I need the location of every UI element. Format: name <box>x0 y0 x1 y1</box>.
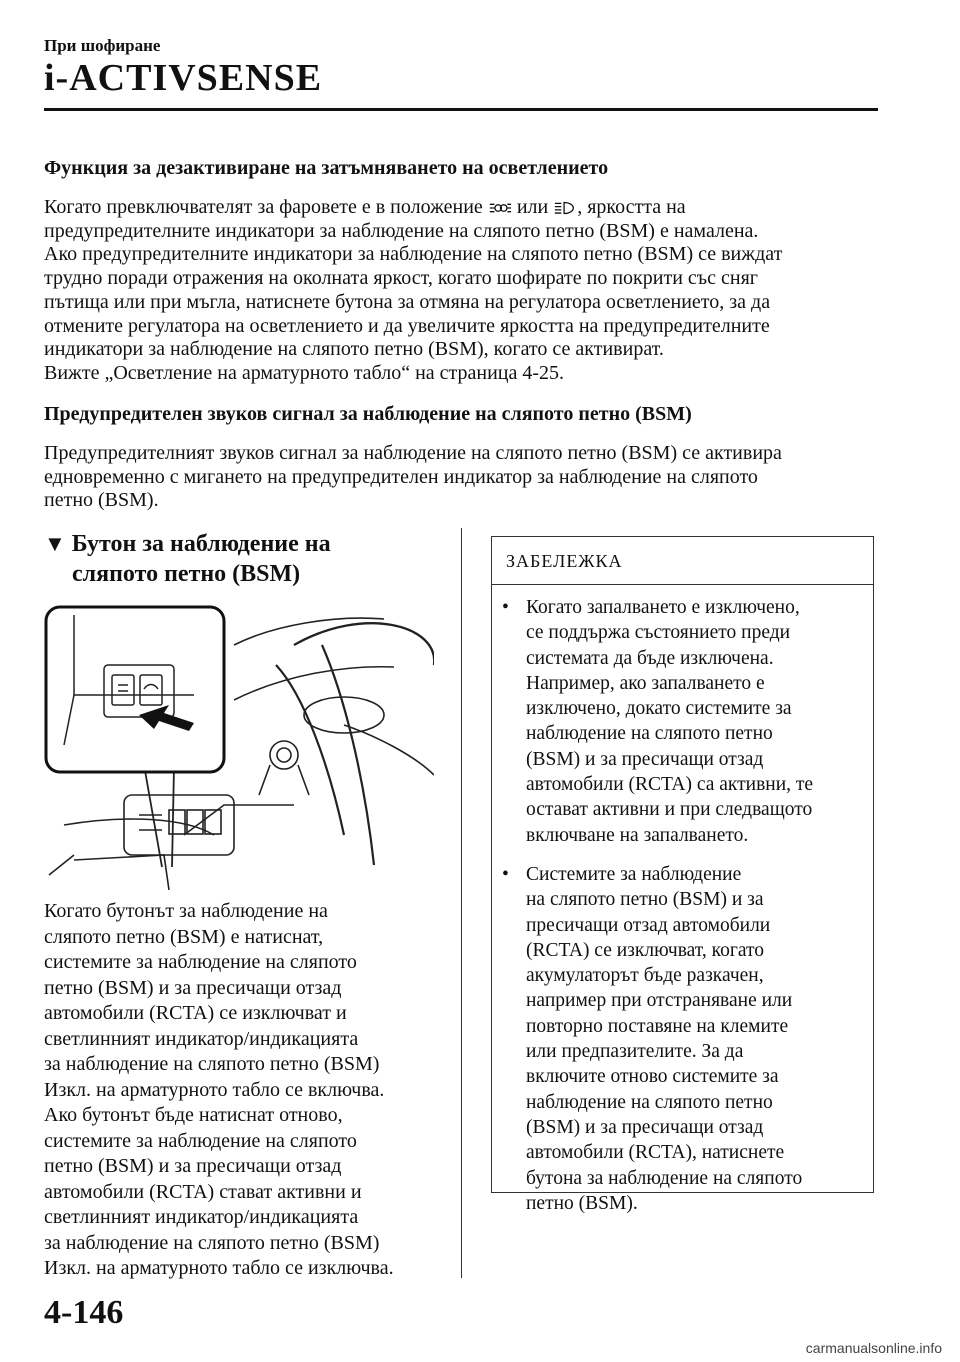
note-item-text: Системите за наблюдение на сляпото петно (BSM) и за пресичащи отзад автомобили (RCTA) се изключват, когато акумулаторът бъде разкачен, например при отстраняване или повторно поставяне на клемите или предпазителите. За да включите отново системите за наблюдение на сляпото петно (BSM) и за пресичащи отзад автомобили (RCTA), натиснете бутона за наблюдение на сляпото петно (BSM). <box>526 863 803 1214</box>
column-divider <box>461 528 462 1278</box>
subheading-line1: Бутон за наблюдение на <box>71 531 331 557</box>
heading-dimmer-cancel: Функция за дезактивиране на затъмняването на осветлението <box>44 157 609 179</box>
paragraph-dimmer-part1: Когато превключвателят за фаровете е в положение <box>44 196 488 218</box>
bullet-icon: • <box>502 597 509 618</box>
note-box <box>491 536 874 1214</box>
paragraph-dimmer-part3: , яркостта на предупредителните индикатори за наблюдение на сляпото петно (BSM) е намалена. Ако предупредителните индикатори за наблюдение на сляпото петно (BSM) се виждат трудно поради отражения на околната яркост, когато шофирате по покрити със сняг пътища или при мъгла, натиснете бутона за отмяна на регулатора осветлението, за да отмените регулатора на осветлението и да увеличите яркостта на предупредителните индикатори за наблюдение на сляпото петно (BSM), когато се активират. Вижте „Осветление на арматурното табло“ на страница 4-25. <box>44 196 783 384</box>
note-list <box>492 595 827 1216</box>
subheading-line2: сляпото петно (BSM) <box>72 561 301 587</box>
bsm-button-description: Когато бутонът за наблюдение на сляпото петно (BSM) е натиснат, системите за наблюдение на сляпото петно (BSM) и за пресичащи отзад автомобили (RCTA) се изключват и светлинният индикатор/индикацията за наблюдение на сляпото петно (BSM) Изкл. на арматурното табло се включва. Ако бутонът бъде натиснат отново, системите за наблюдение на сляпото петно (BSM) и за пресичащи отзад автомобили (RCTA) стават активни и светлинният индикатор/индикацията за наблюдение на сляпото петно (BSM) Изкл. на арматурното табло се изключва. <box>44 900 394 1279</box>
paragraph-dimmer <box>44 196 884 386</box>
paragraph-bsm-beep: Предупредителният звуков сигнал за наблюдение на сляпото петно (BSM) се активира едновременно с мигането на предупредителен индикатор за наблюдение на сляпото петно (BSM). <box>44 442 782 512</box>
page-number: 4-146 <box>44 1294 124 1331</box>
bullet-icon: • <box>502 863 509 885</box>
parking-light-icon <box>488 200 512 216</box>
section-label: При шофиране <box>44 36 161 55</box>
chapter-title: i-ACTIVSENSE <box>44 57 323 99</box>
note-item-text: Когато запалването е изключено, се поддържа състоянието преди системата да бъде изключена. Например, ако запалването е изключено, докато системите за наблюдение на сляпото петно (BSM) и за пресичащи отзад автомобили (RCTA) са активни, те остават активни и при следващото включване на запалването. <box>526 597 814 846</box>
bsm-button-illustration <box>44 605 434 890</box>
header-rule <box>44 108 878 111</box>
heading-bsm-beep: Предупредителен звуков сигнал за наблюдение на сляпото петно (BSM) <box>44 403 692 425</box>
headlight-icon <box>553 200 577 216</box>
watermark: carmanualsonline.info <box>805 1340 942 1356</box>
paragraph-dimmer-part2: или <box>511 196 554 218</box>
subheading-bsm-button <box>44 529 331 589</box>
note-item <box>502 595 814 848</box>
note-item <box>502 862 813 1216</box>
triangle-bullet-icon: ▼ <box>44 531 66 556</box>
note-title: ЗАБЕЛЕЖКА <box>492 537 873 585</box>
